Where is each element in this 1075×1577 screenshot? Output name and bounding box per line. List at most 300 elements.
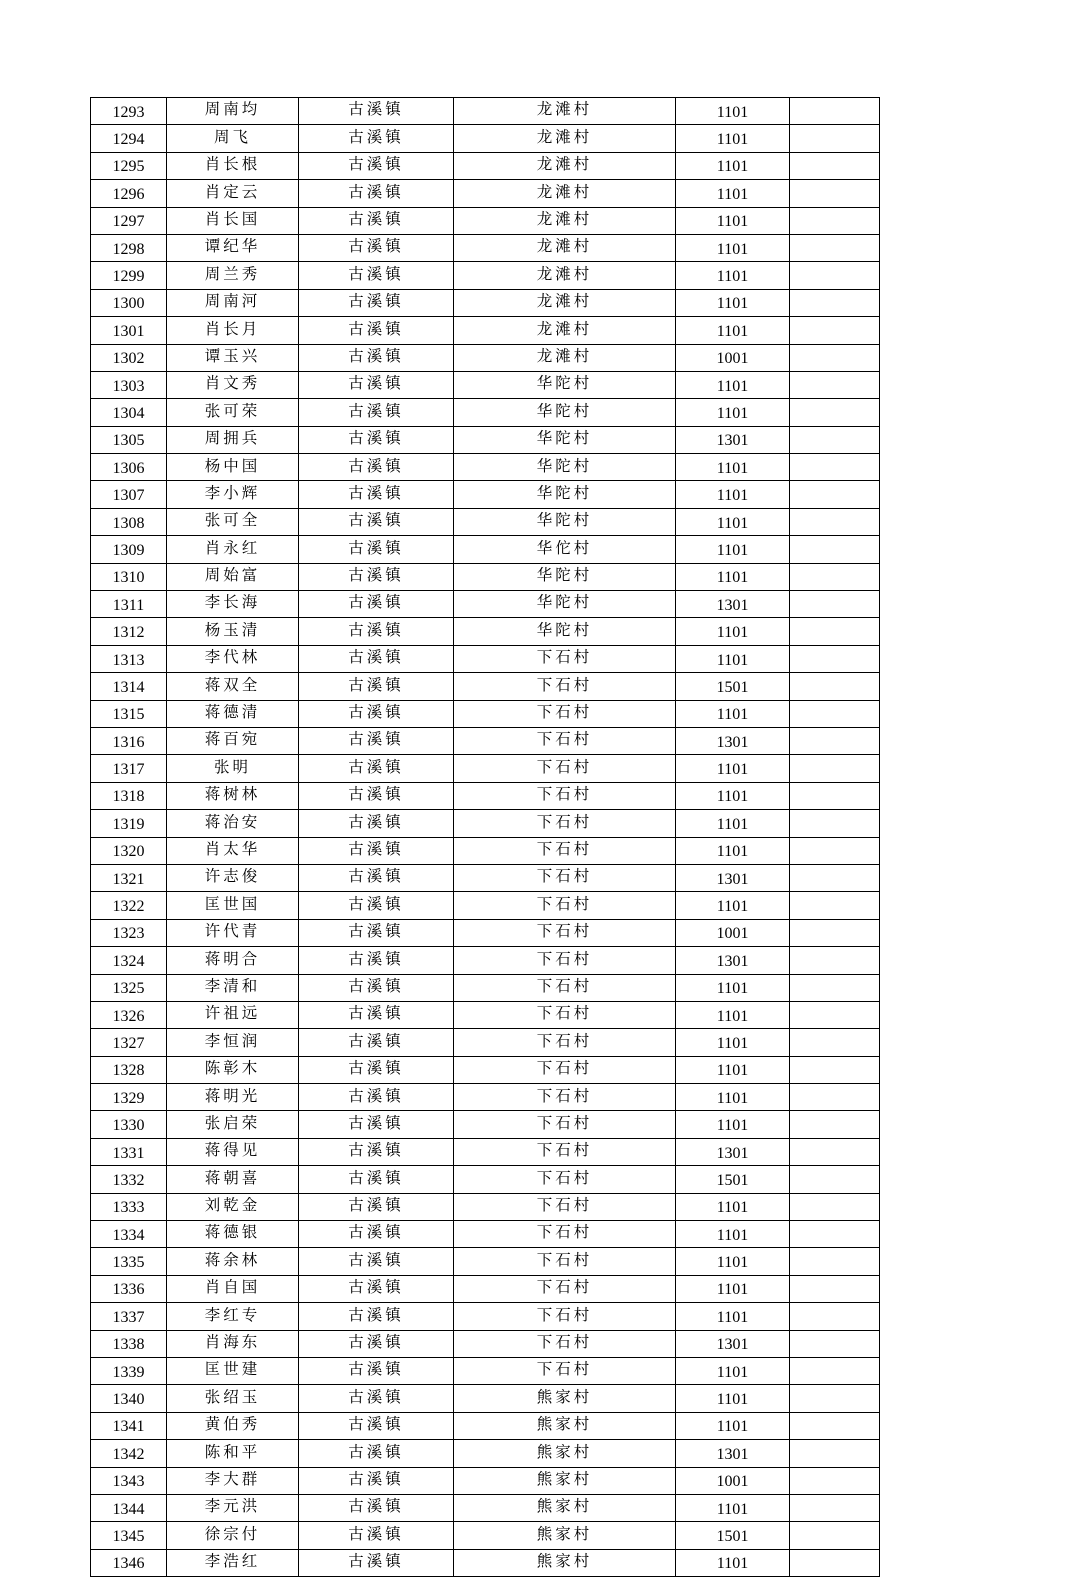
serial-number-cell: 1322	[91, 892, 167, 919]
note-cell	[790, 700, 880, 727]
town-cell: 古溪镇	[299, 1138, 454, 1165]
person-name-cell: 蒋余林	[167, 1248, 299, 1275]
code-cell: 1101	[676, 1084, 790, 1111]
town-cell: 古溪镇	[299, 1412, 454, 1439]
person-name-cell: 杨玉清	[167, 618, 299, 645]
note-cell	[790, 755, 880, 782]
town-cell: 古溪镇	[299, 1330, 454, 1357]
person-name-cell: 肖文秀	[167, 371, 299, 398]
town-cell: 古溪镇	[299, 1549, 454, 1576]
code-cell: 1101	[676, 1385, 790, 1412]
village-cell: 下石村	[454, 1056, 676, 1083]
note-cell	[790, 947, 880, 974]
serial-number-cell: 1314	[91, 673, 167, 700]
town-cell: 古溪镇	[299, 262, 454, 289]
serial-number-cell: 1306	[91, 454, 167, 481]
village-cell: 华陀村	[454, 371, 676, 398]
note-cell	[790, 1193, 880, 1220]
village-cell: 华陀村	[454, 454, 676, 481]
serial-number-cell: 1327	[91, 1029, 167, 1056]
village-cell: 龙滩村	[454, 317, 676, 344]
serial-number-cell: 1301	[91, 317, 167, 344]
person-name-cell: 蒋明合	[167, 947, 299, 974]
note-cell	[790, 1385, 880, 1412]
person-name-cell: 李浩红	[167, 1549, 299, 1576]
code-cell: 1101	[676, 180, 790, 207]
person-name-cell: 李小辉	[167, 481, 299, 508]
village-cell: 下石村	[454, 974, 676, 1001]
note-cell	[790, 810, 880, 837]
table-row	[91, 782, 880, 809]
village-cell: 下石村	[454, 1084, 676, 1111]
code-cell: 1301	[676, 426, 790, 453]
person-name-cell: 陈彰木	[167, 1056, 299, 1083]
village-cell: 下石村	[454, 1111, 676, 1138]
table-row	[91, 1001, 880, 1028]
town-cell: 古溪镇	[299, 645, 454, 672]
town-cell: 古溪镇	[299, 180, 454, 207]
serial-number-cell: 1305	[91, 426, 167, 453]
serial-number-cell: 1310	[91, 563, 167, 590]
serial-number-cell: 1302	[91, 344, 167, 371]
table-row	[91, 837, 880, 864]
serial-number-cell: 1315	[91, 700, 167, 727]
serial-number-cell: 1343	[91, 1467, 167, 1494]
code-cell: 1101	[676, 1494, 790, 1521]
village-cell: 下石村	[454, 1221, 676, 1248]
town-cell: 古溪镇	[299, 947, 454, 974]
note-cell	[790, 782, 880, 809]
table-row	[91, 1221, 880, 1248]
code-cell: 1101	[676, 536, 790, 563]
note-cell	[790, 1467, 880, 1494]
table-row	[91, 399, 880, 426]
code-cell: 1101	[676, 98, 790, 125]
village-cell: 下石村	[454, 1303, 676, 1330]
table-row	[91, 98, 880, 125]
person-name-cell: 蒋双全	[167, 673, 299, 700]
town-cell: 古溪镇	[299, 1522, 454, 1549]
note-cell	[790, 1084, 880, 1111]
table-row	[91, 125, 880, 152]
town-cell: 古溪镇	[299, 317, 454, 344]
town-cell: 古溪镇	[299, 371, 454, 398]
town-cell: 古溪镇	[299, 1494, 454, 1521]
person-name-cell: 蒋树林	[167, 782, 299, 809]
table-row	[91, 892, 880, 919]
person-name-cell: 肖定云	[167, 180, 299, 207]
code-cell: 1101	[676, 207, 790, 234]
town-cell: 古溪镇	[299, 563, 454, 590]
table-row	[91, 1275, 880, 1302]
roster-table	[90, 97, 880, 1577]
serial-number-cell: 1333	[91, 1193, 167, 1220]
town-cell: 古溪镇	[299, 454, 454, 481]
serial-number-cell: 1341	[91, 1412, 167, 1439]
code-cell: 1101	[676, 399, 790, 426]
person-name-cell: 张绍玉	[167, 1385, 299, 1412]
note-cell	[790, 1248, 880, 1275]
table-row	[91, 700, 880, 727]
table-row	[91, 1385, 880, 1412]
town-cell: 古溪镇	[299, 399, 454, 426]
serial-number-cell: 1346	[91, 1549, 167, 1576]
serial-number-cell: 1338	[91, 1330, 167, 1357]
note-cell	[790, 837, 880, 864]
village-cell: 下石村	[454, 1330, 676, 1357]
note-cell	[790, 289, 880, 316]
person-name-cell: 许代青	[167, 919, 299, 946]
town-cell: 古溪镇	[299, 1029, 454, 1056]
code-cell: 1101	[676, 1193, 790, 1220]
serial-number-cell: 1312	[91, 618, 167, 645]
table-row	[91, 1494, 880, 1521]
note-cell	[790, 344, 880, 371]
serial-number-cell: 1342	[91, 1440, 167, 1467]
table-row	[91, 673, 880, 700]
table-row	[91, 1056, 880, 1083]
town-cell: 古溪镇	[299, 536, 454, 563]
note-cell	[790, 481, 880, 508]
table-row	[91, 947, 880, 974]
person-name-cell: 肖长根	[167, 152, 299, 179]
serial-number-cell: 1313	[91, 645, 167, 672]
serial-number-cell: 1307	[91, 481, 167, 508]
note-cell	[790, 919, 880, 946]
village-cell: 熊家村	[454, 1549, 676, 1576]
village-cell: 熊家村	[454, 1522, 676, 1549]
note-cell	[790, 1111, 880, 1138]
serial-number-cell: 1330	[91, 1111, 167, 1138]
note-cell	[790, 892, 880, 919]
person-name-cell: 蒋明光	[167, 1084, 299, 1111]
serial-number-cell: 1303	[91, 371, 167, 398]
table-row	[91, 1522, 880, 1549]
serial-number-cell: 1319	[91, 810, 167, 837]
person-name-cell: 李恒润	[167, 1029, 299, 1056]
code-cell: 1501	[676, 1522, 790, 1549]
town-cell: 古溪镇	[299, 1221, 454, 1248]
table-row	[91, 454, 880, 481]
town-cell: 古溪镇	[299, 1193, 454, 1220]
code-cell: 1101	[676, 974, 790, 1001]
serial-number-cell: 1295	[91, 152, 167, 179]
code-cell: 1301	[676, 727, 790, 754]
town-cell: 古溪镇	[299, 1111, 454, 1138]
person-name-cell: 张明	[167, 755, 299, 782]
village-cell: 下石村	[454, 1248, 676, 1275]
person-name-cell: 周飞	[167, 125, 299, 152]
village-cell: 下石村	[454, 947, 676, 974]
table-row	[91, 152, 880, 179]
serial-number-cell: 1335	[91, 1248, 167, 1275]
table-row	[91, 1138, 880, 1165]
table-row	[91, 1193, 880, 1220]
code-cell: 1501	[676, 673, 790, 700]
note-cell	[790, 1275, 880, 1302]
serial-number-cell: 1304	[91, 399, 167, 426]
person-name-cell: 周南均	[167, 98, 299, 125]
serial-number-cell: 1344	[91, 1494, 167, 1521]
serial-number-cell: 1297	[91, 207, 167, 234]
village-cell: 龙滩村	[454, 262, 676, 289]
town-cell: 古溪镇	[299, 152, 454, 179]
table-row	[91, 919, 880, 946]
note-cell	[790, 125, 880, 152]
code-cell: 1101	[676, 892, 790, 919]
village-cell: 下石村	[454, 810, 676, 837]
code-cell: 1101	[676, 1303, 790, 1330]
village-cell: 龙滩村	[454, 289, 676, 316]
village-cell: 下石村	[454, 1029, 676, 1056]
note-cell	[790, 1494, 880, 1521]
code-cell: 1101	[676, 782, 790, 809]
serial-number-cell: 1294	[91, 125, 167, 152]
table-row	[91, 371, 880, 398]
code-cell: 1101	[676, 481, 790, 508]
note-cell	[790, 234, 880, 261]
town-cell: 古溪镇	[299, 234, 454, 261]
town-cell: 古溪镇	[299, 1385, 454, 1412]
table-row	[91, 1111, 880, 1138]
code-cell: 1101	[676, 234, 790, 261]
serial-number-cell: 1316	[91, 727, 167, 754]
serial-number-cell: 1299	[91, 262, 167, 289]
village-cell: 下石村	[454, 1275, 676, 1302]
code-cell: 1101	[676, 563, 790, 590]
village-cell: 下石村	[454, 919, 676, 946]
village-cell: 龙滩村	[454, 180, 676, 207]
village-cell: 熊家村	[454, 1385, 676, 1412]
code-cell: 1101	[676, 1001, 790, 1028]
code-cell: 1101	[676, 1111, 790, 1138]
town-cell: 古溪镇	[299, 782, 454, 809]
village-cell: 下石村	[454, 700, 676, 727]
village-cell: 龙滩村	[454, 152, 676, 179]
table-row	[91, 1440, 880, 1467]
serial-number-cell: 1296	[91, 180, 167, 207]
table-body	[91, 98, 880, 1577]
town-cell: 古溪镇	[299, 673, 454, 700]
village-cell: 华佗村	[454, 536, 676, 563]
village-cell: 下石村	[454, 755, 676, 782]
person-name-cell: 张启荣	[167, 1111, 299, 1138]
table-row	[91, 1303, 880, 1330]
serial-number-cell: 1323	[91, 919, 167, 946]
serial-number-cell: 1318	[91, 782, 167, 809]
village-cell: 下石村	[454, 782, 676, 809]
table-row	[91, 426, 880, 453]
note-cell	[790, 536, 880, 563]
table-row	[91, 1549, 880, 1576]
person-name-cell: 许祖远	[167, 1001, 299, 1028]
town-cell: 古溪镇	[299, 810, 454, 837]
serial-number-cell: 1332	[91, 1166, 167, 1193]
person-name-cell: 匡世国	[167, 892, 299, 919]
note-cell	[790, 399, 880, 426]
town-cell: 古溪镇	[299, 207, 454, 234]
note-cell	[790, 180, 880, 207]
code-cell: 1101	[676, 1412, 790, 1439]
village-cell: 华陀村	[454, 481, 676, 508]
serial-number-cell: 1320	[91, 837, 167, 864]
code-cell: 1101	[676, 618, 790, 645]
code-cell: 1001	[676, 919, 790, 946]
code-cell: 1001	[676, 344, 790, 371]
village-cell: 华陀村	[454, 399, 676, 426]
person-name-cell: 李大群	[167, 1467, 299, 1494]
village-cell: 华陀村	[454, 591, 676, 618]
town-cell: 古溪镇	[299, 344, 454, 371]
serial-number-cell: 1324	[91, 947, 167, 974]
note-cell	[790, 974, 880, 1001]
person-name-cell: 肖长国	[167, 207, 299, 234]
note-cell	[790, 371, 880, 398]
table-row	[91, 755, 880, 782]
note-cell	[790, 563, 880, 590]
person-name-cell: 李元洪	[167, 1494, 299, 1521]
village-cell: 下石村	[454, 837, 676, 864]
note-cell	[790, 1029, 880, 1056]
table-row	[91, 1248, 880, 1275]
table-row	[91, 1330, 880, 1357]
person-name-cell: 李代林	[167, 645, 299, 672]
note-cell	[790, 1357, 880, 1384]
serial-number-cell: 1300	[91, 289, 167, 316]
table-row	[91, 508, 880, 535]
village-cell: 熊家村	[454, 1440, 676, 1467]
town-cell: 古溪镇	[299, 125, 454, 152]
town-cell: 古溪镇	[299, 1001, 454, 1028]
code-cell: 1501	[676, 1166, 790, 1193]
town-cell: 古溪镇	[299, 1056, 454, 1083]
person-name-cell: 周始富	[167, 563, 299, 590]
town-cell: 古溪镇	[299, 289, 454, 316]
note-cell	[790, 152, 880, 179]
person-name-cell: 谭纪华	[167, 234, 299, 261]
village-cell: 熊家村	[454, 1467, 676, 1494]
code-cell: 1101	[676, 152, 790, 179]
village-cell: 下石村	[454, 1166, 676, 1193]
person-name-cell: 蒋德清	[167, 700, 299, 727]
village-cell: 下石村	[454, 1001, 676, 1028]
code-cell: 1001	[676, 1467, 790, 1494]
person-name-cell: 许志俊	[167, 864, 299, 891]
town-cell: 古溪镇	[299, 837, 454, 864]
code-cell: 1101	[676, 1275, 790, 1302]
note-cell	[790, 317, 880, 344]
table-row	[91, 234, 880, 261]
note-cell	[790, 1522, 880, 1549]
note-cell	[790, 1221, 880, 1248]
village-cell: 下石村	[454, 1357, 676, 1384]
code-cell: 1301	[676, 1330, 790, 1357]
serial-number-cell: 1321	[91, 864, 167, 891]
table-row	[91, 645, 880, 672]
person-name-cell: 李清和	[167, 974, 299, 1001]
town-cell: 古溪镇	[299, 1357, 454, 1384]
person-name-cell: 匡世建	[167, 1357, 299, 1384]
code-cell: 1101	[676, 1221, 790, 1248]
code-cell: 1101	[676, 1056, 790, 1083]
person-name-cell: 陈和平	[167, 1440, 299, 1467]
note-cell	[790, 454, 880, 481]
code-cell: 1101	[676, 755, 790, 782]
town-cell: 古溪镇	[299, 1166, 454, 1193]
serial-number-cell: 1340	[91, 1385, 167, 1412]
note-cell	[790, 1549, 880, 1576]
serial-number-cell: 1325	[91, 974, 167, 1001]
table-row	[91, 1412, 880, 1439]
code-cell: 1301	[676, 591, 790, 618]
person-name-cell: 肖自国	[167, 1275, 299, 1302]
table-row	[91, 1357, 880, 1384]
person-name-cell: 蒋治安	[167, 810, 299, 837]
person-name-cell: 蒋得见	[167, 1138, 299, 1165]
town-cell: 古溪镇	[299, 864, 454, 891]
serial-number-cell: 1329	[91, 1084, 167, 1111]
table-row	[91, 262, 880, 289]
person-name-cell: 蒋德银	[167, 1221, 299, 1248]
serial-number-cell: 1326	[91, 1001, 167, 1028]
person-name-cell: 肖永红	[167, 536, 299, 563]
town-cell: 古溪镇	[299, 1275, 454, 1302]
town-cell: 古溪镇	[299, 426, 454, 453]
village-cell: 龙滩村	[454, 98, 676, 125]
town-cell: 古溪镇	[299, 700, 454, 727]
note-cell	[790, 673, 880, 700]
person-name-cell: 周兰秀	[167, 262, 299, 289]
serial-number-cell: 1293	[91, 98, 167, 125]
code-cell: 1101	[676, 317, 790, 344]
code-cell: 1101	[676, 371, 790, 398]
note-cell	[790, 1056, 880, 1083]
note-cell	[790, 98, 880, 125]
serial-number-cell: 1328	[91, 1056, 167, 1083]
village-cell: 熊家村	[454, 1494, 676, 1521]
table-row	[91, 207, 880, 234]
person-name-cell: 肖海东	[167, 1330, 299, 1357]
village-cell: 龙滩村	[454, 234, 676, 261]
person-name-cell: 李红专	[167, 1303, 299, 1330]
table-row	[91, 1084, 880, 1111]
note-cell	[790, 591, 880, 618]
town-cell: 古溪镇	[299, 919, 454, 946]
code-cell: 1101	[676, 1248, 790, 1275]
serial-number-cell: 1337	[91, 1303, 167, 1330]
code-cell: 1101	[676, 125, 790, 152]
serial-number-cell: 1298	[91, 234, 167, 261]
village-cell: 华陀村	[454, 508, 676, 535]
village-cell: 下石村	[454, 645, 676, 672]
table-row	[91, 591, 880, 618]
person-name-cell: 蒋百宛	[167, 727, 299, 754]
person-name-cell: 肖长月	[167, 317, 299, 344]
town-cell: 古溪镇	[299, 974, 454, 1001]
village-cell: 下石村	[454, 892, 676, 919]
note-cell	[790, 618, 880, 645]
village-cell: 华陀村	[454, 563, 676, 590]
table-row	[91, 289, 880, 316]
note-cell	[790, 1303, 880, 1330]
table-row	[91, 727, 880, 754]
code-cell: 1101	[676, 1029, 790, 1056]
note-cell	[790, 426, 880, 453]
table-row	[91, 563, 880, 590]
note-cell	[790, 1412, 880, 1439]
person-name-cell: 肖太华	[167, 837, 299, 864]
code-cell: 1301	[676, 1138, 790, 1165]
